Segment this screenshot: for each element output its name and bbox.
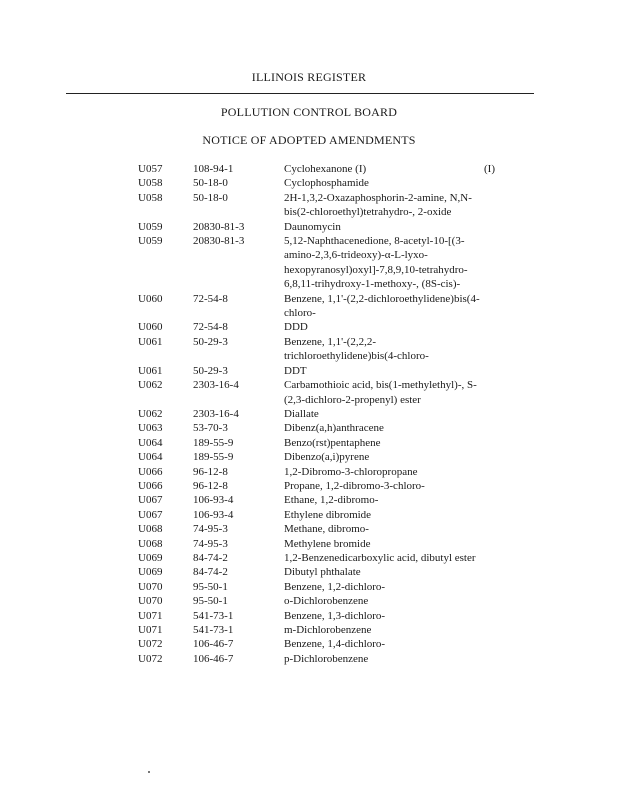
hazard-code-cell: [484, 407, 504, 421]
substance-name-cell: DDT: [284, 364, 307, 377]
hazard-code-cell: [484, 609, 504, 623]
table-row: [138, 508, 504, 522]
cas-number-cell: 189-55-9: [193, 451, 234, 464]
waste-code-cell: U058: [138, 177, 163, 190]
table-row: [138, 565, 504, 579]
table-row: [138, 292, 504, 321]
waste-code-cell: U072: [138, 652, 163, 665]
table-row: [138, 450, 504, 464]
waste-code-cell: U061: [138, 364, 163, 377]
hazard-code-cell: [484, 623, 504, 637]
waste-code-cell: U066: [138, 465, 163, 478]
hazardous-waste-code-table: [138, 162, 504, 666]
cas-number-cell: 96-12-8: [193, 465, 228, 478]
cas-number-cell: 20830-81-3: [193, 235, 245, 248]
table-row: [138, 479, 504, 493]
waste-code-cell: U064: [138, 436, 163, 449]
table-row: [138, 335, 504, 364]
cas-number-cell: 95-50-1: [193, 580, 228, 593]
waste-code-cell: U071: [138, 609, 163, 622]
waste-code-cell: U064: [138, 451, 163, 464]
substance-name-cell: Benzo(rst)pentaphene: [284, 436, 381, 449]
cas-number-cell: 2303-16-4: [193, 379, 239, 392]
table-row: [138, 522, 504, 536]
waste-code-cell: U068: [138, 537, 163, 550]
substance-name-cell: o-Dichlorobenzene: [284, 595, 369, 608]
hazard-code-cell: [484, 652, 504, 666]
waste-code-cell: U062: [138, 379, 163, 392]
hazard-code-cell: [484, 565, 504, 579]
hazard-code-cell: [484, 537, 504, 551]
waste-code-cell: U060: [138, 292, 163, 305]
waste-code-cell: U072: [138, 638, 163, 651]
waste-code-cell: U061: [138, 335, 163, 348]
hazard-code-cell: [484, 551, 504, 565]
substance-name-cell: Carbamothioic acid, bis(1-methylethyl)-, S-(2,3-dichloro-2-propenyl) ester: [284, 379, 477, 406]
substance-name-cell: Benzene, 1,3-dichloro-: [284, 609, 386, 622]
hazard-code-cell: [484, 335, 504, 364]
waste-code-cell: U058: [138, 191, 163, 204]
cas-number-cell: 50-29-3: [193, 335, 228, 348]
cas-number-cell: 106-93-4: [193, 508, 234, 521]
hazard-code-cell: [484, 436, 504, 450]
substance-name-cell: Methylene bromide: [284, 537, 371, 550]
hazard-code-cell: [484, 421, 504, 435]
table-row: [138, 652, 504, 666]
cas-number-cell: 108-94-1: [193, 163, 234, 175]
waste-code-cell: U067: [138, 508, 163, 521]
substance-name-cell: m-Dichlorobenzene: [284, 624, 372, 636]
waste-code-cell: U068: [138, 523, 163, 536]
waste-code-cell: U057: [138, 163, 163, 175]
cas-number-cell: 50-29-3: [193, 364, 228, 377]
table-row: [138, 623, 504, 637]
waste-code-cell: U069: [138, 566, 163, 579]
cas-number-cell: 84-74-2: [193, 566, 228, 579]
table-row: [138, 436, 504, 450]
cas-number-cell: 84-74-2: [193, 551, 228, 564]
hazard-code-cell: [484, 450, 504, 464]
register-title: ILLINOIS REGISTER: [251, 70, 367, 84]
cas-number-cell: 20830-81-3: [193, 220, 245, 233]
notice-title: NOTICE OF ADOPTED AMENDMENTS: [202, 133, 416, 147]
cas-number-cell: 106-93-4: [193, 494, 234, 507]
waste-code-cell: U067: [138, 494, 163, 507]
hazard-code-cell: (I): [484, 163, 495, 175]
cas-number-cell: 53-70-3: [193, 422, 228, 435]
table-row: [138, 580, 504, 594]
substance-name-cell: Daunomycin: [284, 220, 341, 233]
table-row: [138, 176, 504, 190]
table-row: [138, 191, 504, 220]
hazard-code-cell: [484, 220, 504, 234]
agency-title: POLLUTION CONTROL BOARD: [220, 105, 398, 119]
hazard-code-cell: [484, 320, 504, 334]
hazard-code-cell: [484, 191, 504, 220]
waste-code-cell: U059: [138, 220, 163, 233]
hazard-code-cell: [484, 234, 504, 292]
table-row: [138, 364, 504, 378]
table-row: [138, 551, 504, 565]
table-row: [138, 637, 504, 651]
substance-name-cell: Cyclohexanone (I): [284, 163, 367, 175]
substance-name-cell: 1,2-Dibromo-3-chloropropane: [284, 465, 418, 478]
waste-code-cell: U070: [138, 595, 163, 608]
cas-number-cell: 541-73-1: [193, 609, 234, 622]
substance-name-cell: DDD: [284, 321, 308, 334]
hazard-code-cell: [484, 594, 504, 608]
substance-name-cell: Dibenzo(a,i)pyrene: [284, 451, 370, 464]
cas-number-cell: 95-50-1: [193, 595, 228, 608]
table-row: [138, 378, 504, 407]
substance-name-cell: 1,2-Benzenedicarboxylic acid, dibutyl ester: [284, 551, 476, 564]
cas-number-cell: 106-46-7: [193, 652, 234, 665]
table-row: [138, 234, 504, 292]
substance-name-cell: Methane, dibromo-: [284, 523, 369, 536]
cas-number-cell: 50-18-0: [193, 191, 228, 204]
hazard-code-cell: [484, 493, 504, 507]
hazard-code-cell: [484, 292, 504, 321]
header-rule: [66, 93, 534, 94]
cas-number-cell: 72-54-8: [193, 292, 228, 305]
hazard-code-cell: [484, 580, 504, 594]
waste-code-cell: U059: [138, 235, 163, 248]
substance-name-cell: Benzene, 1,2-dichloro-: [284, 580, 386, 593]
table-row: [138, 493, 504, 507]
table-row: [138, 465, 504, 479]
hazard-code-cell: [484, 465, 504, 479]
hazard-code-cell: [484, 637, 504, 651]
substance-name-cell: Cyclophosphamide: [284, 177, 369, 190]
cas-number-cell: 74-95-3: [193, 523, 228, 536]
waste-code-cell: U071: [138, 624, 163, 636]
cas-number-cell: 72-54-8: [193, 321, 228, 334]
table-row: [138, 421, 504, 435]
waste-code-cell: U063: [138, 422, 163, 435]
table-row: [138, 162, 504, 176]
substance-name-cell: Ethylene dibromide: [284, 508, 372, 521]
substance-name-cell: Benzene, 1,1'-(2,2,2-trichloroethylidene)bis(4-chloro-: [284, 335, 429, 363]
hazard-code-cell: [484, 176, 504, 190]
substance-name-cell: 2H-1,3,2-Oxazaphosphorin-2-amine, N,N-bis(2-chloroethyl)tetrahydro-, 2-oxide: [284, 191, 472, 219]
waste-code-cell: U066: [138, 479, 163, 492]
hazard-code-cell: [484, 364, 504, 378]
table-row: [138, 537, 504, 551]
substance-name-cell: Benzene, 1,1'-(2,2-dichloroethylidene)bis(4-chloro-: [284, 292, 480, 320]
table-row: [138, 220, 504, 234]
hazard-code-cell: [484, 378, 504, 407]
cas-number-cell: 189-55-9: [193, 436, 234, 449]
table-row: [138, 609, 504, 623]
cas-number-cell: 74-95-3: [193, 537, 228, 550]
cas-number-cell: 541-73-1: [193, 624, 234, 636]
hazard-code-cell: [484, 479, 504, 493]
table-row: [138, 594, 504, 608]
waste-code-cell: U070: [138, 580, 163, 593]
substance-name-cell: Ethane, 1,2-dibromo-: [284, 494, 379, 507]
waste-code-cell: U060: [138, 321, 163, 334]
substance-name-cell: p-Dichlorobenzene: [284, 652, 369, 665]
substance-name-cell: Diallate: [284, 407, 319, 420]
table-row: [138, 320, 504, 334]
substance-name-cell: Dibenz(a,h)anthracene: [284, 422, 384, 435]
substance-name-cell: 5,12-Naphthacenedione, 8-acetyl-10-[(3-amino-2,3,6-trideoxy)-α-L-lyxo-hexopyranosyl)oxyl]-7,8,9,10-tetrahydro-6,8,11-trihydroxy-1-methoxy-, (8S-cis)-: [284, 235, 468, 291]
waste-code-cell: U069: [138, 551, 163, 564]
substance-name-cell: Benzene, 1,4-dichloro-: [284, 638, 386, 651]
hazard-code-cell: [484, 522, 504, 536]
table-row: [138, 407, 504, 421]
substance-name-cell: Propane, 1,2-dibromo-3-chloro-: [284, 479, 425, 492]
cas-number-cell: 96-12-8: [193, 479, 228, 492]
hazard-code-cell: [484, 508, 504, 522]
cas-number-cell: 50-18-0: [193, 177, 228, 190]
cas-number-cell: 2303-16-4: [193, 407, 239, 420]
cas-number-cell: 106-46-7: [193, 638, 234, 651]
scan-speck: [148, 771, 150, 773]
substance-name-cell: Dibutyl phthalate: [284, 566, 361, 579]
waste-code-cell: U062: [138, 407, 163, 420]
